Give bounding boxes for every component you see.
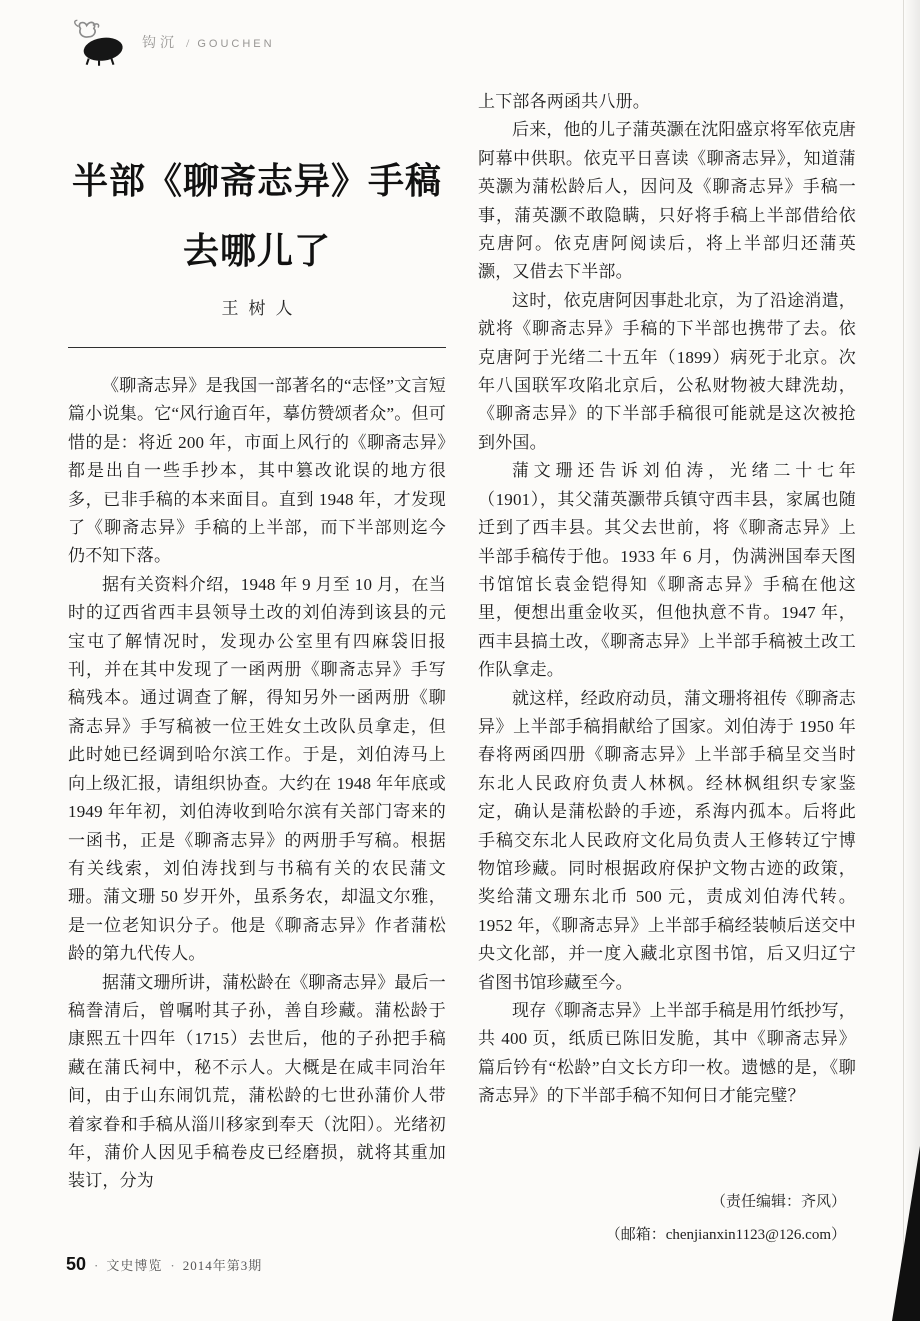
footer-separator: ·: [170, 1258, 175, 1273]
masthead: [66, 18, 275, 66]
goat-logo-icon: [66, 18, 130, 66]
column-label: 钩沉: [142, 36, 178, 51]
email-note: （邮箱：chenjianxin1123@126.com）: [605, 1227, 846, 1243]
page-number: 50: [66, 1254, 87, 1274]
paragraph: 《聊斋志异》是我国一部著名的“志怪”文言短篇小说集。它“风行逾百年，摹仿赞颂者众”。但可惜的是：将近 200 年，市面上风行的《聊斋志异》都是出自一些手抄本，其中篡改讹误的地方很多，已非手稿的本来面目。直到 1948 年，才发现了《聊斋志异》手稿的上半部，而下半部则迄今仍不知下落。: [68, 376, 446, 566]
journal-name: 文史博览: [106, 1258, 163, 1273]
paragraph: 现存《聊斋志异》上半部手稿是用竹纸抄写，共 400 页，纸质已陈旧发脆，其中《聊斋志异》篇后钤有“松龄”白文长方印一枚。遗憾的是，《聊斋志异》的下半部手稿不知何日才能完璧？: [478, 1001, 856, 1106]
footer-separator: ·: [94, 1258, 99, 1273]
issue-label: 2014年第3期: [182, 1258, 263, 1273]
right-column: [478, 88, 856, 1111]
editor-note: （责任编辑：齐风）: [710, 1194, 846, 1210]
paragraph: 据蒲文珊所讲，蒲松龄在《聊斋志异》最后一稿誊清后，曾嘱咐其子孙，善自珍藏。蒲松龄于康熙五十四年（1715）去世后，他的子孙把手稿藏在蒲氏祠中，秘不示人。大概是在咸丰同治年间，由于山东闹饥荒，蒲松龄的七世孙蒲价人带着家眷和手稿从淄川移家到奉天（沈阳）。光绪初年，蒲价人因见手稿卷皮已经磨损，就将其重加装订，分为: [68, 972, 446, 1191]
scan-page-edge: [903, 0, 920, 1321]
slash-separator: /: [186, 36, 190, 50]
left-column: [68, 372, 446, 1196]
paragraph: 蒲文珊还告诉刘伯涛，光绪二十七年（1901），其父蒲英灏带兵镇守西丰县，家属也随迁到了西丰县。其父去世前，将《聊斋志异》上半部手稿传于他。1933 年 6 月，伪满洲国奉天图书馆馆长袁金铠得知《聊斋志异》手稿在他这里，便想出重金收买，但他执意不肯。1947 年，西丰县搞土改，《聊斋志异》上半部手稿被土改工作队拿走。: [478, 461, 856, 680]
title-line-2: 去哪儿了: [182, 231, 331, 271]
end-notes: [478, 1186, 846, 1252]
paragraph: 据有关资料介绍，1948 年 9 月至 10 月，在当时的辽西省西丰县领导土改的刘伯涛到该县的元宝屯了解情况时，发现办公室里有四麻袋旧报刊，并在其中发现了一函两册《聊斋志异》手写稿残本。通过调查了解，得知另外一函两册《聊斋志异》手写稿被一位王姓女土改队员拿走，但此时她已经调到哈尔滨工作。于是，刘伯涛马上向上级汇报，请组织协查。大约在 1948 年年底或 1949 年年初，刘伯涛收到哈尔滨有关部门寄来的一函书，正是《聊斋志异》的两册手写稿。根据有关线索，刘伯涛找到与书稿有关的农民蒲文珊。蒲文珊 50 岁开外，虽系务农，却温文尔雅，是一位老知识分子。他是《聊斋志异》作者蒲松龄的第九代传人。: [68, 574, 446, 964]
footer: [66, 1254, 262, 1275]
masthead-text: [142, 32, 275, 52]
paragraph: 上下部各两函共八册。: [478, 92, 650, 111]
author-name: 王树人: [221, 299, 303, 318]
title-line-1: 半部《聊斋志异》手稿: [71, 161, 442, 201]
paragraph: 这时，依克唐阿因事赴北京，为了沿途消遣，就将《聊斋志异》手稿的下半部也携带了去。依克唐阿于光绪二十五年（1899）病死于北京。次年八国联军攻陷北京后，公私财物被大肆洗劫，《聊斋志异》的下半部手稿很可能就是这次被抢到外国。: [478, 290, 856, 452]
paragraph: 就这样，经政府动员，蒲文珊将祖传《聊斋志异》上半部手稿捐献给了国家。刘伯涛于 1950 年春将两函四册《聊斋志异》上半部手稿呈交当时东北人民政府负责人林枫。经林枫组织专家鉴定，确认是蒲松龄的手迹，系海内孤本。后将此手稿交东北人民政府文化局负责人王修转辽宁博物馆珍藏。同时根据政府保护文物古迹的政策，奖给蒲文珊东北币 500 元，责成刘伯涛代转。1952 年，《聊斋志异》上半部手稿经装帧后送交中央文化部，并一度入藏北京图书馆，后又归辽宁省图书馆珍藏至今。: [478, 688, 856, 992]
paragraph: 后来，他的儿子蒲英灏在沈阳盛京将军依克唐阿幕中供职。依克平日喜读《聊斋志异》，知道蒲英灏为蒲松龄后人，因问及《聊斋志异》手稿一事，蒲英灏不敢隐瞒，只好将手稿上半部借给依克唐阿。依克唐阿阅读后，将上半部归还蒲英灏，又借去下半部。: [478, 120, 856, 282]
column-label-en: GOUCHEN: [197, 38, 275, 50]
divider-rule: [68, 347, 446, 348]
article-title: [68, 146, 446, 286]
